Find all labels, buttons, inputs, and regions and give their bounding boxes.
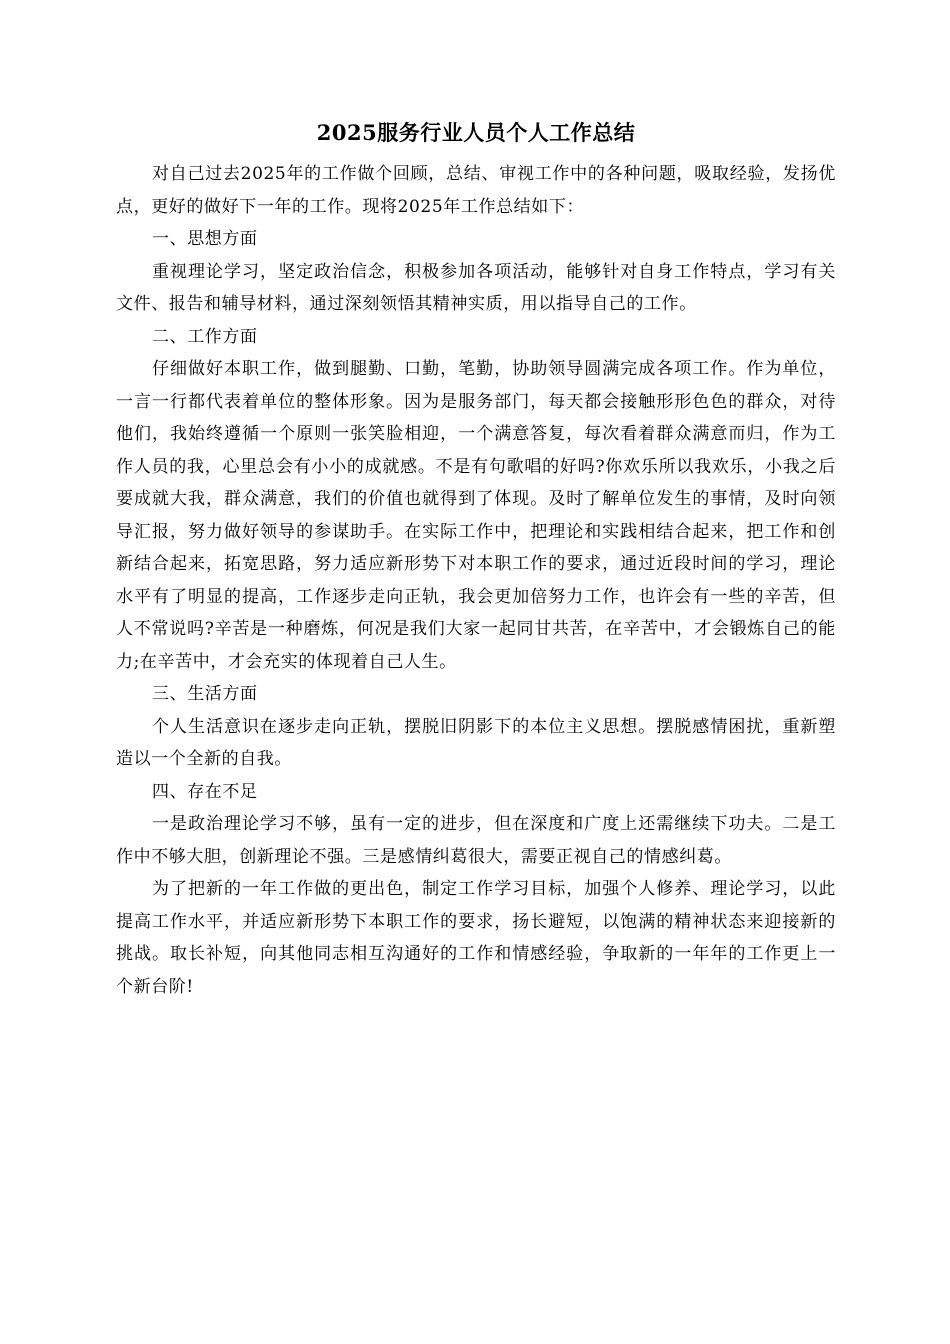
document-title: 2025服务行业人员个人工作总结 — [316, 120, 636, 145]
section-body-shortcomings: 一是政治理论学习不够，虽有一定的进步，但在深度和广度上还需继续下功夫。二是工作中不够大胆，创新理论不强。三是感情纠葛很大，需要正视自己的情感纠葛。 — [116, 814, 836, 867]
section-heading-life: 三、生活方面 — [152, 684, 258, 704]
closing-paragraph: 为了把新的一年工作做的更出色，制定工作学习目标，加强个人修养、理论学习，以此提高工作水平，并适应新形势下本职工作的要求，扬长避短，以饱满的精神状态来迎接新的挑战。取长补短，向其他同志相互沟通好的工作和情感经验，争取新的一年年的工作更上一个新台阶! — [116, 879, 836, 997]
section-heading-thought: 一、思想方面 — [152, 229, 258, 249]
section-heading-work: 二、工作方面 — [152, 326, 258, 347]
document-page — [116, 118, 836, 1003]
section-heading-shortcomings: 四、存在不足 — [152, 781, 258, 802]
section-body-life: 个人生活意识在逐步走向正轨，摆脱旧阴影下的本位主义思想。摆脱感情困扰，重新塑造以一个全新的自我。 — [116, 716, 836, 769]
intro-paragraph: 对自己过去2025年的工作做个回顾，总结、审视工作中的各种问题，吸取经验，发扬优点，更好的做好下一年的工作。现将2025年工作总结如下： — [116, 164, 836, 217]
section-body-thought: 重视理论学习，坚定政治信念，积极参加各项活动，能够针对自身工作特点，学习有关文件、报告和辅导材料，通过深刻领悟其精神实质，用以指导自己的工作。 — [116, 261, 836, 314]
section-body-work: 仔细做好本职工作，做到腿勤、口勤，笔勤，协助领导圆满完成各项工作。作为单位，一言一行都代表着单位的整体形象。因为是服务部门，每天都会接触形形色色的群众，对待他们，我始终遵循一个原则一张笑脸相迎，一个满意答复，每次看着群众满意而归，作为工作人员的我，心里总会有小小的成就感。不是有句歌唱的好吗?你欢乐所以我欢乐，小我之后要成就大我，群众满意，我们的价值也就得到了体现。及时了解单位发生的事情，及时向领导汇报，努力做好领导的参谋助手。在实际工作中，把理论和实践相结合起来，把工作和创新结合起来，拓宽思路，努力适应新形势下对本职工作的要求，通过近段时间的学习，理论水平有了明显的提高，工作逐步走向正轨，我会更加倍努力工作，也许会有一些的辛苦，但人不常说吗?辛苦是一种磨炼，何况是我们大家一起同甘共苦，在辛苦中，才会锻炼自己的能力;在辛苦中，才会充实的体现着自己人生。 — [116, 359, 836, 672]
